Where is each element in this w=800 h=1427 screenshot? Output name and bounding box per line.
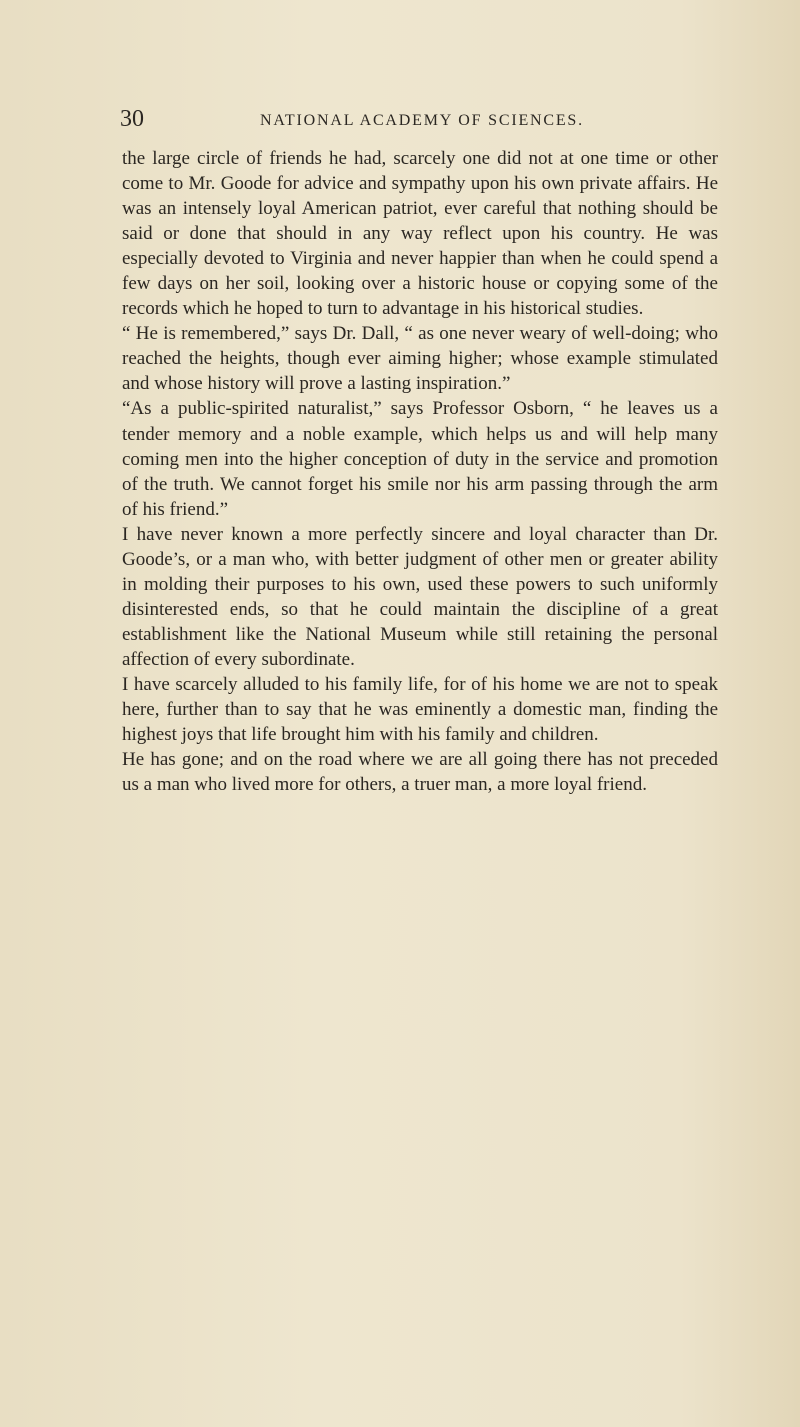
paragraph: He has gone; and on the road where we are all going there has not preceded us a man who lived more for others, a truer man, a more loyal friend. xyxy=(122,749,718,796)
running-title: NATIONAL ACADEMY OF SCIENCES. xyxy=(260,112,584,129)
running-head xyxy=(120,104,730,134)
paragraph: “ He is remembered,” says Dr. Dall, “ as one never weary of well-doing; who reached the heights, though ever aiming higher; whose example stimulated and whose history will prove a lasting inspiration.” xyxy=(122,323,718,395)
body-text xyxy=(122,146,718,797)
paragraph: I have scarcely alluded to his family life, for of his home we are not to speak here, further than to say that he was eminently a domestic man, finding the highest joys that life brought him with his family and children. xyxy=(122,673,718,746)
paragraph: “As a public-spirited naturalist,” says Professor Osborn, “ he leaves us a tender memory and a noble example, which helps us and will help many coming men into the higher conception of duty in the service and promotion of the truth. We cannot forget his smile nor his arm passing through the arm of his friend.” xyxy=(122,398,718,520)
paragraph: the large circle of friends he had, scarcely one did not at one time or other come to Mr. Goode for advice and sympathy upon his own private affairs. He was an intensely loyal American patriot, ever careful that nothing should be said or done that should in any way reflect upon his country. He was especially devoted to Virginia and never happier than when he could spend a few days on her soil, looking over a historic house or copying some of the records which he hoped to turn to advantage in his historical studies. xyxy=(122,148,718,320)
page-number: 30 xyxy=(120,106,144,132)
paragraph: I have never known a more perfectly sincere and loyal character than Dr. Goode’s, or a man who, with better judgment of other men or greater ability in molding their purposes to his own, used these powers to such uniformly disinterested ends, so that he could maintain the discipline of a great establishment like the National Museum while still retaining the personal affection of every subordinate. xyxy=(122,523,718,670)
